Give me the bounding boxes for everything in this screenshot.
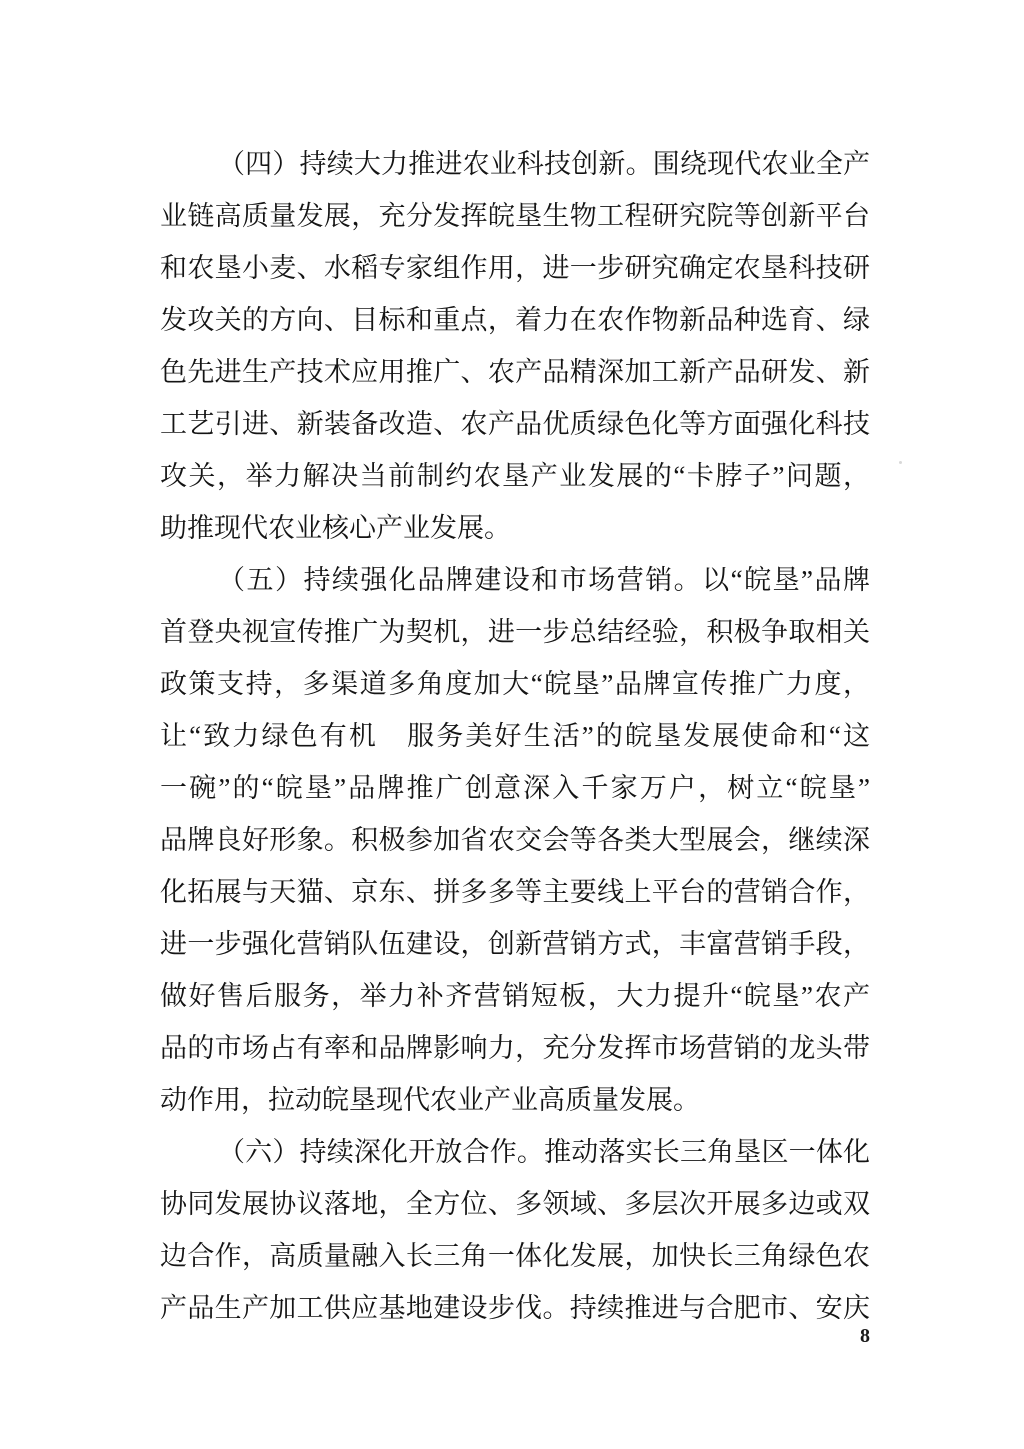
text-line: 首登央视宣传推广为契机，进一步总结经验，积极争取相关 <box>160 617 870 647</box>
text-line: 和农垦小麦、水稻专家组作用，进一步研究确定农垦科技研 <box>160 253 870 283</box>
text-line: 品牌良好形象。积极参加省农交会等各类大型展会，继续深 <box>160 825 870 855</box>
text-line: 化拓展与天猫、京东、拼多多等主要线上平台的营销合作， <box>160 877 870 907</box>
text-line: 边合作，高质量融入长三角一体化发展，加快长三角绿色农 <box>160 1241 870 1271</box>
text-line: 发攻关的方向、目标和重点，着力在农作物新品种选育、绿 <box>160 305 870 335</box>
text-line: （六）持续深化开放合作。推动落实长三角垦区一体化 <box>218 1137 870 1167</box>
text-line: 政策支持，多渠道多角度加大“皖垦”品牌宣传推广力度， <box>160 669 870 699</box>
text-line: 品的市场占有率和品牌影响力，充分发挥市场营销的龙头带 <box>160 1033 870 1063</box>
text-line: 色先进生产技术应用推广、农产品精深加工新产品研发、新 <box>160 357 870 387</box>
text-line: 让“致力绿色有机 服务美好生活”的皖垦发展使命和“这 <box>160 721 870 751</box>
text-line: （四）持续大力推进农业科技创新。围绕现代农业全产 <box>218 149 870 179</box>
text-line: （五）持续强化品牌建设和市场营销。以“皖垦”品牌 <box>218 565 870 595</box>
text-line: 业链高质量发展，充分发挥皖垦生物工程研究院等创新平台 <box>160 201 870 231</box>
text-line: 动作用，拉动皖垦现代农业产业高质量发展。 <box>160 1085 700 1115</box>
text-line: 产品生产加工供应基地建设步伐。持续推进与合肥市、安庆 <box>160 1293 870 1323</box>
text-line: 助推现代农业核心产业发展。 <box>160 513 511 543</box>
text-line: 工艺引进、新装备改造、农产品优质绿色化等方面强化科技 <box>160 409 870 439</box>
text-line: 协同发展协议落地，全方位、多领域、多层次开展多边或双 <box>160 1189 870 1219</box>
text-line: 攻关，举力解决当前制约农垦产业发展的“卡脖子”问题， <box>160 461 870 491</box>
text-line: 一碗”的“皖垦”品牌推广创意深入千家万户，树立“皖垦” <box>160 773 870 803</box>
page-number: 8 <box>860 1325 870 1347</box>
document-body <box>160 138 870 1334</box>
text-line: 进一步强化营销队伍建设，创新营销方式，丰富营销手段， <box>160 929 870 959</box>
scan-artifact-dot <box>899 461 902 464</box>
text-line: 做好售后服务，举力补齐营销短板，大力提升“皖垦”农产 <box>160 981 870 1011</box>
